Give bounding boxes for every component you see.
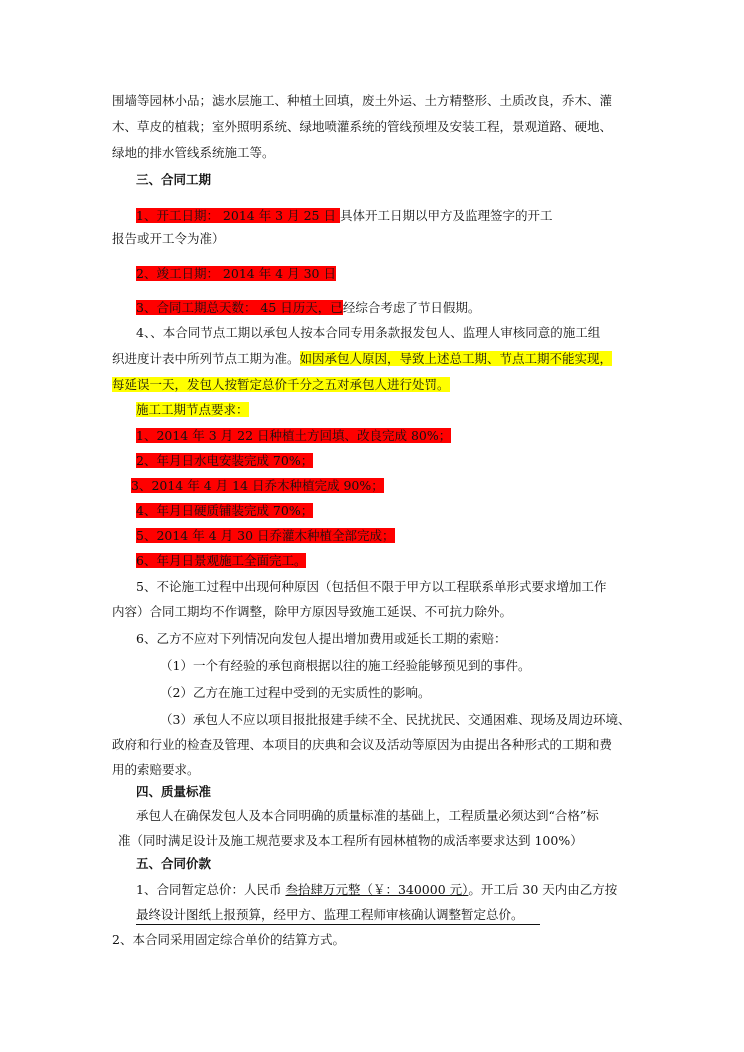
start-date-highlight: 1、开工日期： 2014 年 3 月 25 日 [136, 208, 340, 223]
milestone-item [136, 552, 306, 570]
intro-line-2: 木、草皮的植栽；室外照明系统、绿地喷灌系统的管线预埋及安装工程，景观道路、硬地、 [112, 119, 613, 134]
section-title-contract-period: 三、合同工期 [136, 172, 212, 187]
item4-line-2 [112, 350, 612, 368]
total-days-rest: 经综合考虑了节日假期。 [342, 300, 481, 315]
item6-clause-3-line-2: 政府和行业的检查及管理、本项目的庆典和会议及活动等原因为由提出各种形式的工期和费 [112, 737, 613, 752]
item5-line-1: 5、不论施工过程中出现何种原因（包括但不限于甲方以工程联系单形式要求增加工作 [136, 579, 607, 594]
intro-line-3: 绿地的排水管线系统施工等。 [112, 145, 275, 160]
start-date-line [136, 207, 552, 225]
milestone-item [136, 452, 313, 470]
end-date-line [136, 265, 336, 283]
item5-line-2: 内容）合同工期均不作调整，除甲方原因导致施工延误、不可抗力除外。 [112, 604, 513, 619]
item6-clause-2: （2）乙方在施工过程中受到的无实质性的影响。 [160, 685, 431, 700]
price-line-1 [136, 881, 617, 899]
milestone-item [131, 477, 384, 495]
price-amount: 叁拾肆万元整（￥：340000 元） [285, 882, 469, 897]
price-item-2: 2、本合同采用固定综合单价的结算方式。 [112, 932, 345, 947]
quality-line-2: 准（同时满足设计及施工规范要求及本工程所有园林植物的成活率要求达到 100%） [118, 833, 583, 848]
section-title-quality: 四、质量标准 [136, 784, 212, 799]
section-title-price: 五、合同价款 [136, 856, 212, 871]
milestone-text: 3、2014 年 4 月 14 日乔木种植完成 90%； [131, 478, 384, 493]
intro-line-1: 围墙等园林小品；滤水层施工、种植土回填，废土外运、土方精整形、土质改良，乔木、灌 [112, 93, 613, 108]
milestone-text: 1、2014 年 3 月 22 日种植土方回填、改良完成 80%； [136, 428, 452, 443]
item6-clause-3-line-1: （3）承包人不应以项目报批报建手续不全、民扰扰民、交通困难、现场及周边环境、 [160, 712, 631, 727]
milestones-title-highlight: 施工工期节点要求： [136, 402, 249, 417]
item4-plain: 织进度计表中所列节点工期为准。 [112, 351, 300, 366]
item4-penalty-highlight: 如因承包人原因，导致上述总工期、节点工期不能实现， [299, 351, 613, 366]
item4-line-3 [112, 376, 450, 394]
milestone-item [136, 502, 313, 520]
item6-clause-1: （1）一个有经验的承包商根据以往的施工经验能够预见到的事件。 [160, 658, 531, 673]
item4-line-1: 4、、本合同节点工期以承包人按本合同专用条款报发包人、监理人审核同意的施工组 [136, 325, 601, 340]
total-days-highlight: 3、合同工期总天数： 45 日历天，已 [136, 300, 343, 315]
milestone-item [136, 527, 395, 545]
milestone-text: 2、年月日水电安装完成 70%； [136, 453, 314, 468]
milestone-text: 6、年月日景观施工全面完工。 [136, 553, 307, 568]
price-line-2: 最终设计图纸上报预算，经甲方、监理工程师审核确认调整暂定总价。 [136, 907, 524, 922]
price-underline [136, 924, 540, 925]
start-date-line-2: 报告或开工令为准） [112, 231, 225, 246]
milestones-title [136, 401, 249, 419]
total-days-line [136, 299, 480, 317]
price-prefix: 1、合同暂定总价：人民币 [136, 882, 286, 897]
quality-line-1: 承包人在确保发包人及本合同明确的质量标准的基础上，工程质量必须达到“合格”标 [136, 808, 599, 823]
milestone-item [136, 427, 451, 445]
item4-penalty-highlight-2: 每延误一天，发包人按暂定总价千分之五对承包人进行处罚。 [112, 377, 450, 392]
price-suffix: 。开工后 30 天内由乙方按 [468, 882, 618, 897]
start-date-rest: 具体开工日期以甲方及监理签字的开工 [339, 208, 553, 223]
milestone-text: 4、年月日硬质铺装完成 70%； [136, 503, 314, 518]
end-date-highlight: 2、竣工日期： 2014 年 4 月 30 日 [136, 266, 336, 281]
milestone-text: 5、2014 年 4 月 30 日乔灌木种植全部完成； [136, 528, 395, 543]
item6-title: 6、乙方不应对下列情况向发包人提出增加费用或延长工期的索赔： [136, 631, 507, 646]
item6-clause-3-line-3: 用的索赔要求。 [112, 762, 200, 777]
